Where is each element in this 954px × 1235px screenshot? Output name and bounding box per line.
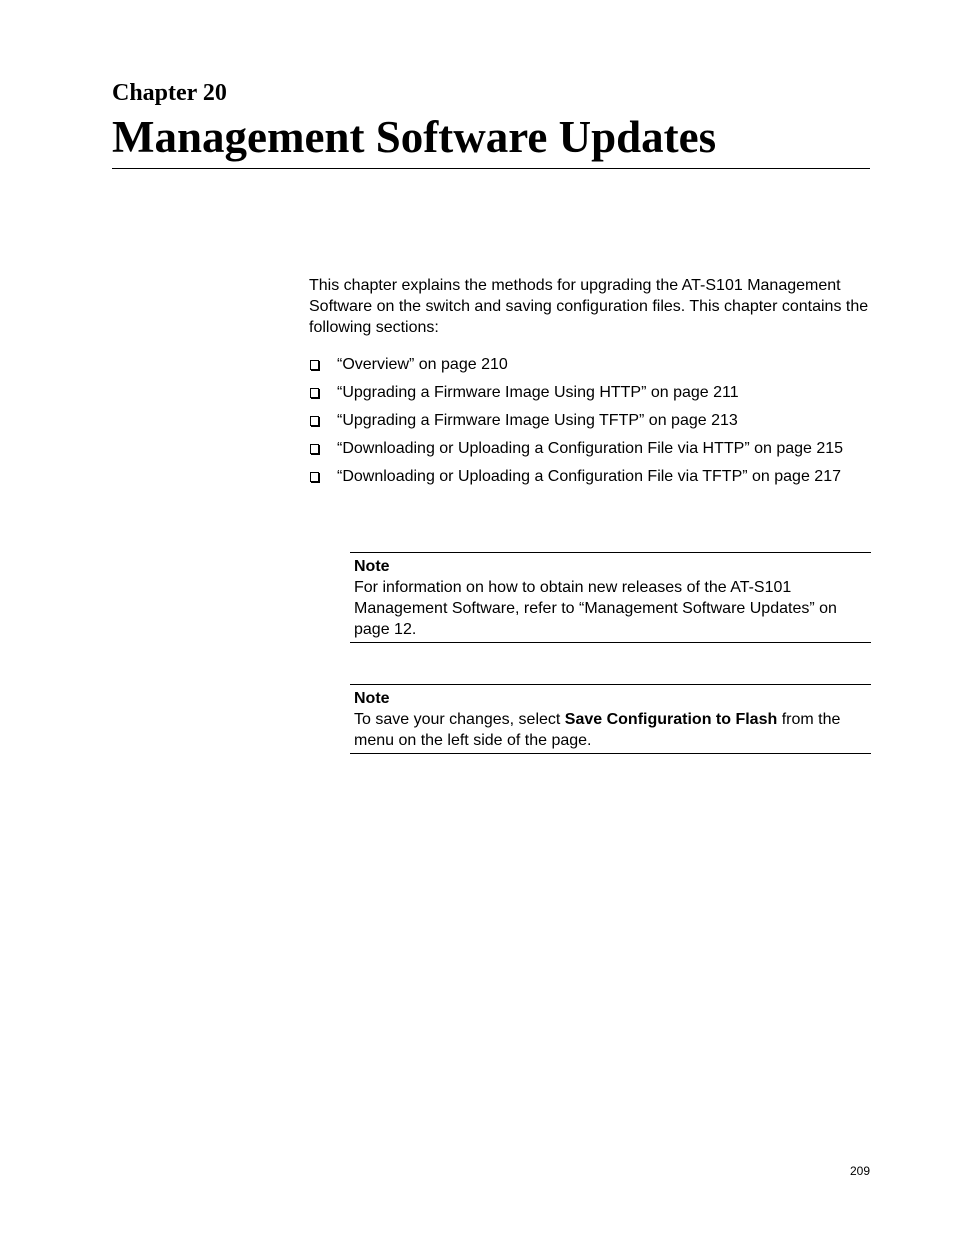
menu-item-reference: Save Configuration to Flash	[564, 711, 778, 728]
checkbox-bullet-icon	[310, 360, 319, 370]
note-text: For information on how to obtain new releases of the AT-S101 Management Software, refer to “Management Software Updates” on page 12.	[354, 579, 837, 638]
section-link[interactable]: “Downloading or Uploading a Configuration File via TFTP” on page 217	[337, 468, 841, 485]
list-item	[309, 382, 870, 403]
checkbox-bullet-icon	[310, 444, 319, 454]
note-box	[350, 684, 871, 754]
note-heading: Note	[354, 690, 390, 707]
note-text-before: To save your changes, select	[354, 711, 565, 728]
list-item	[309, 354, 870, 375]
section-list	[309, 354, 870, 487]
section-link[interactable]: “Overview” on page 210	[337, 356, 508, 373]
note-box	[350, 552, 871, 643]
list-item	[309, 466, 870, 487]
page-number: 209	[849, 1164, 870, 1178]
checkbox-bullet-icon	[310, 416, 319, 426]
section-link[interactable]: “Upgrading a Firmware Image Using HTTP” on page 211	[337, 384, 739, 401]
section-link[interactable]: “Upgrading a Firmware Image Using TFTP” on page 213	[337, 412, 738, 429]
title-divider	[112, 168, 870, 169]
note-heading: Note	[354, 558, 390, 575]
intro-paragraph: This chapter explains the methods for upgrading the AT-S101 Management Software on the switch and saving configuration files. This chapter contains the following sections:	[309, 277, 869, 336]
section-link[interactable]: “Downloading or Uploading a Configuration File via HTTP” on page 215	[337, 440, 844, 457]
checkbox-bullet-icon	[310, 388, 319, 398]
chapter-label: Chapter 20	[112, 80, 227, 106]
body-column	[309, 275, 870, 494]
list-item	[309, 410, 870, 431]
note-text-after: from the menu on the left side of the page.	[354, 711, 841, 749]
checkbox-bullet-icon	[310, 472, 319, 482]
list-item	[309, 438, 870, 459]
page-title: Management Software Updates	[112, 112, 717, 162]
